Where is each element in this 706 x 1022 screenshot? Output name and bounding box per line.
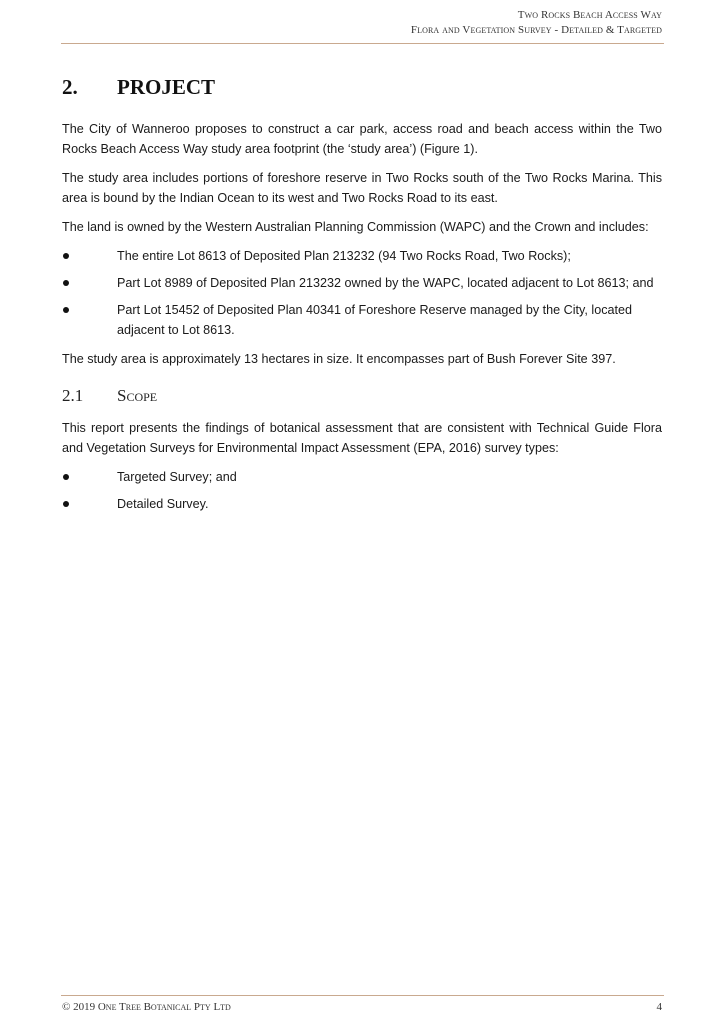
paragraph: The study area includes portions of foreshore reserve in Two Rocks south of the Two Rocks Marina. This area is bound by the Indian Ocean to its west and Two Rocks Road to its east. (62, 171, 662, 205)
subsection-title: Scope (117, 386, 158, 405)
header-subtitle: Flora and Vegetation Survey - Detailed & Targeted (410, 24, 662, 36)
land-lot-list (62, 246, 662, 340)
list-item-text: Part Lot 15452 of Deposited Plan 40341 of Foreshore Reserve managed by the City, located adjacent to Lot 8613. (117, 303, 633, 337)
list-item (62, 467, 662, 487)
paragraph: This report presents the findings of botanical assessment that are consistent with Technical Guide Flora and Vegetation Surveys for Environmental Impact Assessment (EPA, 2016) survey types: (62, 421, 662, 455)
header-divider (61, 43, 664, 44)
section-number: 2. (62, 75, 78, 99)
footer-copyright: © 2019 One Tree Botanical Pty Ltd (62, 1001, 231, 1013)
list-item (62, 300, 662, 340)
header-title: Two Rocks Beach Access Way (517, 9, 662, 21)
list-item-text: Targeted Survey; and (117, 470, 237, 484)
bullet-icon (62, 467, 117, 487)
list-item-text: Detailed Survey. (117, 497, 209, 511)
list-item-text: The entire Lot 8613 of Deposited Plan 213232 (94 Two Rocks Road, Two Rocks); (117, 249, 571, 263)
paragraph: The City of Wanneroo proposes to construct a car park, access road and beach access within the Two Rocks Beach Access Way study area footprint (the ‘study area’) (Figure 1). (62, 122, 662, 156)
section-heading (62, 73, 662, 101)
survey-type-list (62, 467, 662, 514)
bullet-icon (62, 494, 117, 514)
page-number: 4 (656, 1001, 662, 1013)
subsection-number: 2.1 (62, 386, 84, 405)
section-title: PROJECT (117, 75, 216, 99)
paragraph: The land is owned by the Western Australian Planning Commission (WAPC) and the Crown and includes: (62, 220, 649, 234)
list-item-text: Part Lot 8989 of Deposited Plan 213232 owned by the WAPC, located adjacent to Lot 8613; and (117, 276, 654, 290)
list-item (62, 273, 662, 293)
running-header (411, 8, 662, 38)
bullet-icon (62, 273, 117, 293)
list-item (62, 246, 662, 266)
paragraph: The study area is approximately 13 hectares in size. It encompasses part of Bush Forever Site 397. (62, 352, 616, 366)
list-item (62, 494, 662, 514)
footer-divider (61, 995, 664, 996)
bullet-icon (62, 300, 117, 340)
subsection-heading (62, 385, 662, 407)
bullet-icon (62, 246, 117, 266)
page-body (62, 70, 662, 523)
